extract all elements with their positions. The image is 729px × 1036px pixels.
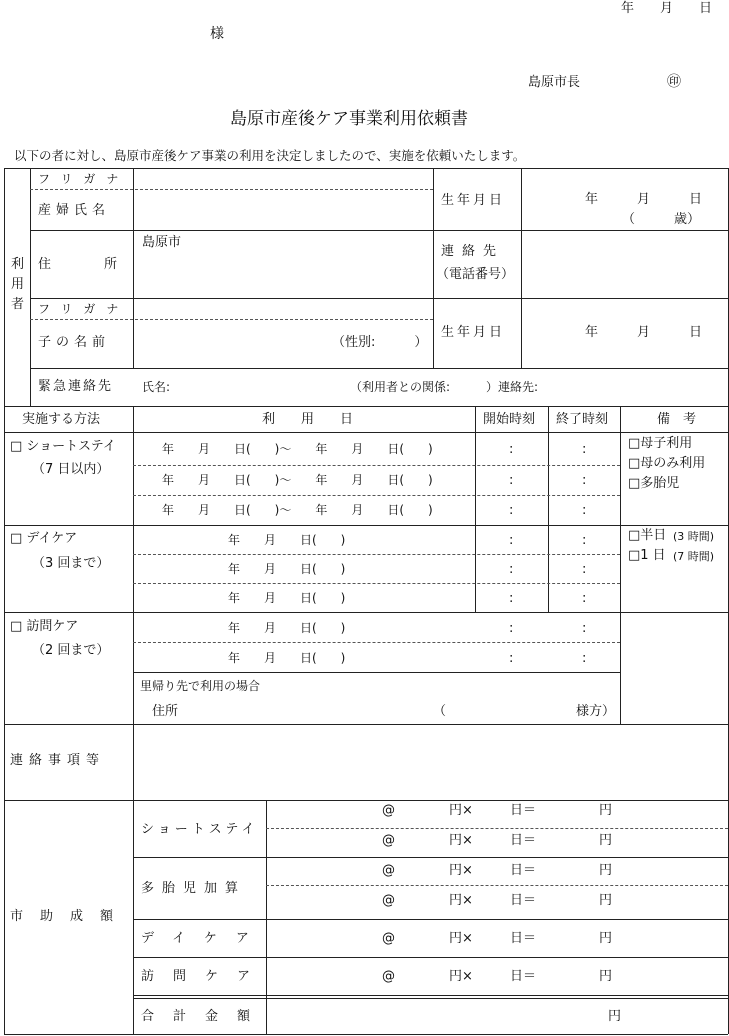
header-date-range: 利 用 日 <box>262 412 354 427</box>
calc-at: @ <box>382 931 395 946</box>
subsidy-multiple-birth-label: 多胎児加算 <box>141 881 247 896</box>
calc-yen-times: 円× <box>449 833 473 848</box>
short-stay-note: （7 日以内） <box>32 462 110 477</box>
header-start-time: 開始時刻 <box>483 412 536 427</box>
visit-care-end-2[interactable]: : <box>582 651 587 666</box>
short-stay-start-3[interactable]: : <box>509 503 514 518</box>
short-stay-end-2[interactable]: : <box>582 473 587 488</box>
child-sex-field[interactable]: （性別: ） <box>332 335 428 350</box>
calc-yen-times: 円× <box>449 803 473 818</box>
emergency-label: 緊急連絡先 <box>38 379 114 394</box>
calc-at: @ <box>382 969 395 984</box>
day-care-end-1[interactable]: : <box>582 533 587 548</box>
subsidy-day-care-label: デイケア <box>141 931 268 946</box>
mother-birthdate-value[interactable]: 年 月 日 <box>585 192 703 207</box>
visit-care-checkbox[interactable]: □ 訪問ケア <box>10 619 79 634</box>
calc-days-equals: 日＝ <box>510 893 537 908</box>
visit-care-end-1[interactable]: : <box>582 621 587 636</box>
short-stay-end-1[interactable]: : <box>582 442 587 457</box>
short-stay-start-1[interactable]: : <box>509 442 514 457</box>
day-care-start-1[interactable]: : <box>509 533 514 548</box>
remark-mother-child[interactable]: □母子利用 <box>628 436 693 451</box>
short-stay-checkbox[interactable]: □ ショートステイ <box>10 439 116 454</box>
remark-mother-only[interactable]: □母のみ利用 <box>628 456 706 471</box>
day-care-row-2[interactable]: 年 月 日( ) <box>228 562 346 576</box>
day-care-end-3[interactable]: : <box>582 591 587 606</box>
intro-text: 以下の者に対し、島原市産後ケア事業の利用を決定しましたので、実施を依頼いたします。 <box>14 148 526 163</box>
user-section-label: 利用者 <box>11 257 25 312</box>
subsidy-visit-care-label: 訪問ケア <box>141 969 270 984</box>
visit-care-row-2[interactable]: 年 月 日( ) <box>228 651 346 665</box>
calc-yen: 円 <box>599 833 613 848</box>
emergency-name-field[interactable]: 氏名: <box>142 380 171 394</box>
short-stay-end-3[interactable]: : <box>582 503 587 518</box>
contact-label: 連絡先 <box>441 244 505 259</box>
notes-field[interactable] <box>134 725 727 799</box>
calc-days-equals: 日＝ <box>510 969 537 984</box>
visit-care-start-2[interactable]: : <box>509 651 514 666</box>
remark-full-day-hours: (7 時間) <box>673 550 715 563</box>
short-stay-row-1[interactable]: 年 月 日( )～ 年 月 日( ) <box>162 442 433 456</box>
seal-icon: ㊞ <box>667 74 681 90</box>
subsidy-total-label: 合計金額 <box>141 1009 270 1024</box>
child-birthdate-label: 生年月日 <box>441 325 506 340</box>
calc-yen-times: 円× <box>449 969 473 984</box>
remark-half-day[interactable]: □半日 <box>628 528 667 543</box>
document-title: 島原市産後ケア事業利用依頼書 <box>230 109 468 129</box>
subsidy-short-stay-label: ショートステイ <box>141 822 259 837</box>
header-end-time: 終了時刻 <box>556 412 609 427</box>
calc-at: @ <box>382 893 395 908</box>
day-care-note: （3 回まで） <box>32 556 110 571</box>
notes-label: 連絡事項等 <box>10 753 106 768</box>
calc-days-equals: 日＝ <box>510 863 537 878</box>
calc-at: @ <box>382 803 395 818</box>
calc-yen: 円 <box>599 969 613 984</box>
short-stay-row-2[interactable]: 年 月 日( )～ 年 月 日( ) <box>162 473 433 487</box>
remark-multiple-birth[interactable]: □多胎児 <box>628 476 680 491</box>
short-stay-start-2[interactable]: : <box>509 473 514 488</box>
address-label: 住所 <box>38 257 171 272</box>
calc-yen-times: 円× <box>449 893 473 908</box>
day-care-start-2[interactable]: : <box>509 562 514 577</box>
address-value[interactable]: 島原市 <box>142 235 182 250</box>
visit-care-row-1[interactable]: 年 月 日( ) <box>228 621 346 635</box>
day-care-checkbox[interactable]: □ デイケア <box>10 531 78 546</box>
satogaeri-address-label: 住所 <box>152 704 179 719</box>
mother-name-label: 産婦氏名 <box>38 203 111 218</box>
calc-days-equals: 日＝ <box>510 803 537 818</box>
calc-at: @ <box>382 833 395 848</box>
calc-days-equals: 日＝ <box>510 931 537 946</box>
phone-label: （電話番号） <box>436 267 515 282</box>
calc-yen-times: 円× <box>449 863 473 878</box>
mother-birthdate-label: 生年月日 <box>441 193 506 208</box>
total-yen[interactable]: 円 <box>608 1009 622 1024</box>
subsidy-label: 市助成額 <box>10 909 131 924</box>
calc-yen-times: 円× <box>449 931 473 946</box>
calc-yen: 円 <box>599 893 613 908</box>
visit-care-note: （2 回まで） <box>32 643 110 658</box>
mother-age-value[interactable]: （ 歳） <box>622 212 701 227</box>
day-care-end-2[interactable]: : <box>582 562 587 577</box>
day-care-start-3[interactable]: : <box>509 591 514 606</box>
short-stay-row-3[interactable]: 年 月 日( )～ 年 月 日( ) <box>162 503 433 517</box>
mayor-label: 島原市長 <box>528 75 581 90</box>
satogaeri-sama-field[interactable]: （ 様方） <box>433 704 616 719</box>
emergency-relation-field[interactable]: （利用者との関係: ）連絡先: <box>350 380 539 394</box>
recipient-suffix: 様 <box>210 26 224 42</box>
remark-half-day-hours: (3 時間) <box>673 530 715 543</box>
remark-full-day[interactable]: □1 日 <box>628 548 666 563</box>
mother-furigana-label: フリガナ <box>38 172 130 186</box>
header-method: 実施する方法 <box>22 412 101 427</box>
calc-yen: 円 <box>599 863 613 878</box>
header-date: 年 月 日 <box>621 1 713 16</box>
child-furigana-label: フリガナ <box>38 302 130 316</box>
satogaeri-label: 里帰り先で利用の場合 <box>140 679 261 693</box>
visit-care-start-1[interactable]: : <box>509 621 514 636</box>
child-name-label: 子の名前 <box>38 335 111 350</box>
day-care-row-1[interactable]: 年 月 日( ) <box>228 533 346 547</box>
calc-days-equals: 日＝ <box>510 833 537 848</box>
calc-yen: 円 <box>599 931 613 946</box>
header-remarks: 備 考 <box>657 412 697 427</box>
calc-at: @ <box>382 863 395 878</box>
child-birthdate-value[interactable]: 年 月 日 <box>585 325 703 340</box>
calc-yen: 円 <box>599 803 613 818</box>
day-care-row-3[interactable]: 年 月 日( ) <box>228 591 346 605</box>
